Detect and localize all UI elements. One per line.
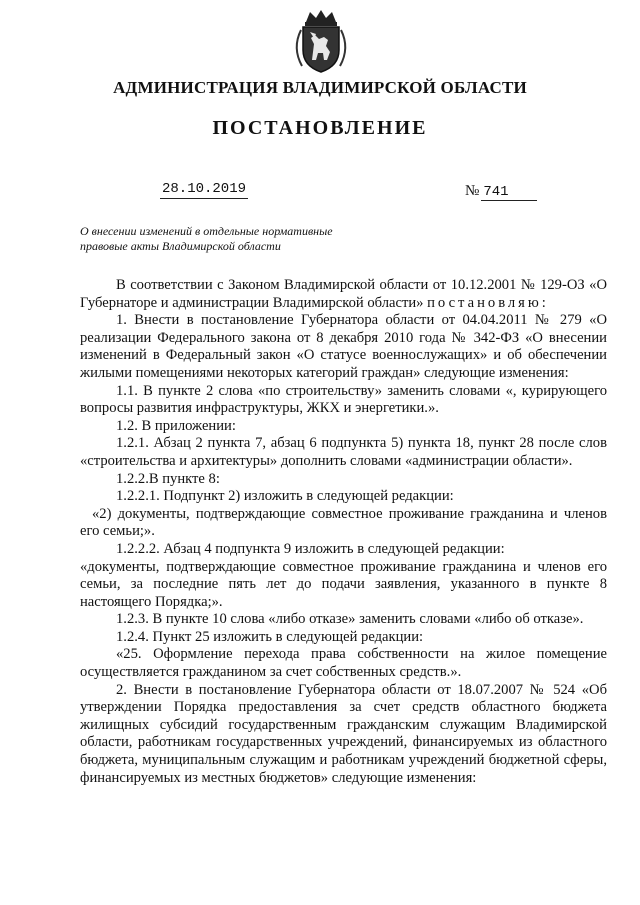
document-type: ПОСТАНОВЛЕНИЕ [212, 117, 428, 139]
paragraph: 1.2. В приложении: [116, 417, 236, 434]
document-body [80, 277, 607, 787]
organization-name: АДМИНИСТРАЦИЯ ВЛАДИМИРСКОЙ ОБЛАСТИ [113, 78, 527, 97]
paragraph: 1.2.1. Абзац 2 пункта 7, абзац 6 подпункта 5) пункта 18, пункт 28 после слов «строительства и архитектуры» дополнить словами «администрации области». [80, 435, 607, 469]
paragraph: 1.2.2.В пункте 8: [116, 470, 220, 487]
paragraph-text: В соответствии с Законом Владимирской области от 10.12.2001 № 129-ОЗ «О Губернаторе и администрации Владимирской области» [80, 277, 607, 311]
number-sign: № [465, 183, 480, 199]
paragraph: «2) документы, подтверждающие совместное проживание гражданина и членов его семьи;». [80, 505, 607, 540]
paragraph: 1.2.2.1. Подпункт 2) изложить в следующей редакции: [116, 488, 454, 505]
paragraph: «документы, подтверждающие совместное проживание гражданина и членов его семьи, за последние пять лет до подачи заявления, указанного в пункте 8 настоящего Порядка;». [80, 558, 607, 610]
subject-line: О внесении изменений в отдельные нормативные [80, 224, 333, 238]
resolution-word: постановляю: [427, 294, 549, 311]
coat-of-arms-icon [290, 8, 352, 74]
paragraph: 1.2.4. Пункт 25 изложить в следующей редакции: [116, 628, 424, 645]
paragraph: 1.2.2.2. Абзац 4 подпункта 9 изложить в следующей редакции: [116, 540, 505, 557]
document-number: 741 [481, 184, 537, 201]
paragraph: «25. Оформление перехода права собственности на жилое помещение осуществляется гражданином за счет собственных средств.». [80, 646, 607, 681]
document-number-block [465, 183, 537, 201]
paragraph [80, 277, 607, 312]
paragraph: 2. Внести в постановление Губернатора области от 18.07.2007 № 524 «Об утверждении Порядка предоставления за счет средств областного бюджета жилищных субсидий государственным гражданским служащим Владимирской области, работникам государственных учреждений, финансируемых из областного бюджета, муниципальным служащим и работникам учреждений бюджетной сферы, финансируемых из местных бюджетов» следующие изменения: [80, 681, 607, 786]
paragraph: 1. Внести в постановление Губернатора области от 04.04.2011 № 279 «О реализации Федерального закона от 8 декабря 2010 года № 342-ФЗ «О внесении изменений в Федеральный закон «О статусе военнослужащих» и об обеспечении жилыми помещениями некоторых категорий граждан» следующие изменения: [80, 312, 607, 381]
subject-line: правовые акты Владимирской области [80, 239, 281, 253]
paragraph: 1.2.3. В пункте 10 слова «либо отказе» заменить словами «либо об отказе». [116, 611, 584, 628]
document-subject [80, 224, 380, 254]
document-date: 28.10.2019 [162, 181, 247, 197]
paragraph: 1.1. В пункте 2 слова «по строительству» заменить словами «, курирующего вопросы развития инфраструктуры, ЖКХ и энергетики.». [80, 382, 607, 417]
